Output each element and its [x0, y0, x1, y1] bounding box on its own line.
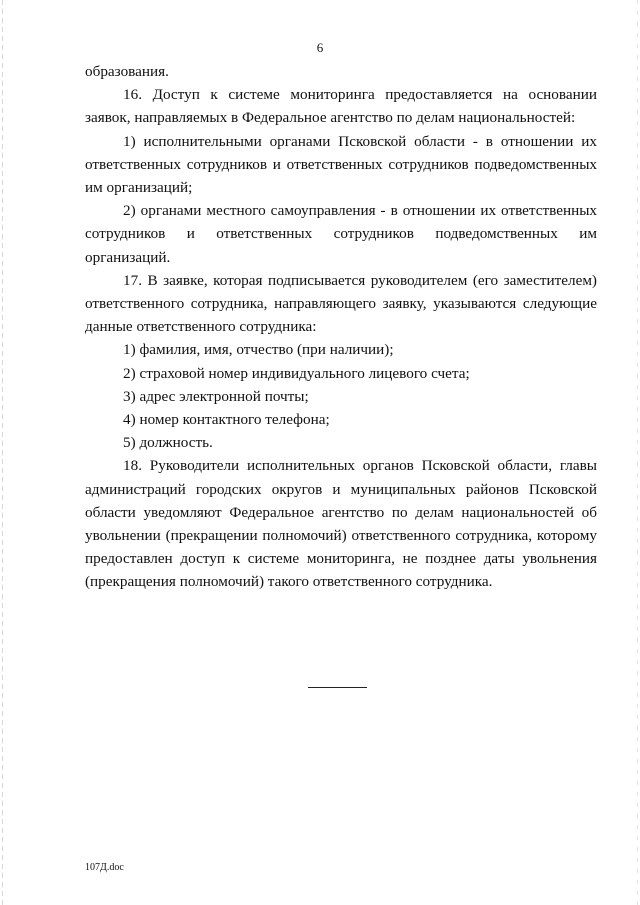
document-body: [85, 60, 597, 594]
paragraph-17-item-3: 3) адрес электронной почты;: [123, 387, 309, 405]
page-number: 6: [316, 40, 324, 55]
paragraph-17: 17. В заявке, которая подписывается руководителем (его заместителем) ответственного сотрудника, направляющего заявку, указываются следующие данные ответственного сотрудника:: [85, 271, 597, 336]
paragraph-16: 16. Доступ к системе мониторинга предоставляется на основании заявок, направляемых в Федеральное агентство по делам национальностей:: [85, 86, 597, 127]
scan-edge-left: [2, 0, 3, 905]
paragraph-17-item-4: 4) номер контактного телефона;: [123, 411, 330, 429]
paragraph-18: 18. Руководители исполнительных органов Псковской области, главы администраций городских округов и муниципальных районов Псковской области уведомляют Федеральное агентство по делам национальностей об увольнении (прекращении полномочий) ответственного сотрудника, которому предоставлен доступ к системе мониторинга, не позднее даты увольнения (прекращения полномочий) такого ответственного сотрудника.: [85, 457, 597, 591]
paragraph-17-item-1: 1) фамилия, имя, отчество (при наличии);: [123, 341, 394, 359]
file-name: 107Д.doc: [85, 862, 124, 873]
paragraph-16-item-2: 2) органами местного самоуправления - в отношении их ответственных сотрудников и ответственных сотрудников подведомственных им организаций.: [85, 202, 597, 266]
paragraph-17-item-5: 5) должность.: [123, 434, 213, 452]
scan-edge-right: [637, 0, 638, 905]
paragraph-continuation: образования.: [85, 63, 169, 80]
paragraph-17-item-2: 2) страховой номер индивидуального лицевого счета;: [123, 364, 470, 382]
closing-rule: [308, 687, 367, 688]
paragraph-16-item-1: 1) исполнительными органами Псковской области - в отношении их ответственных сотрудников и ответственных сотрудников подведомственных им организаций;: [85, 132, 597, 197]
